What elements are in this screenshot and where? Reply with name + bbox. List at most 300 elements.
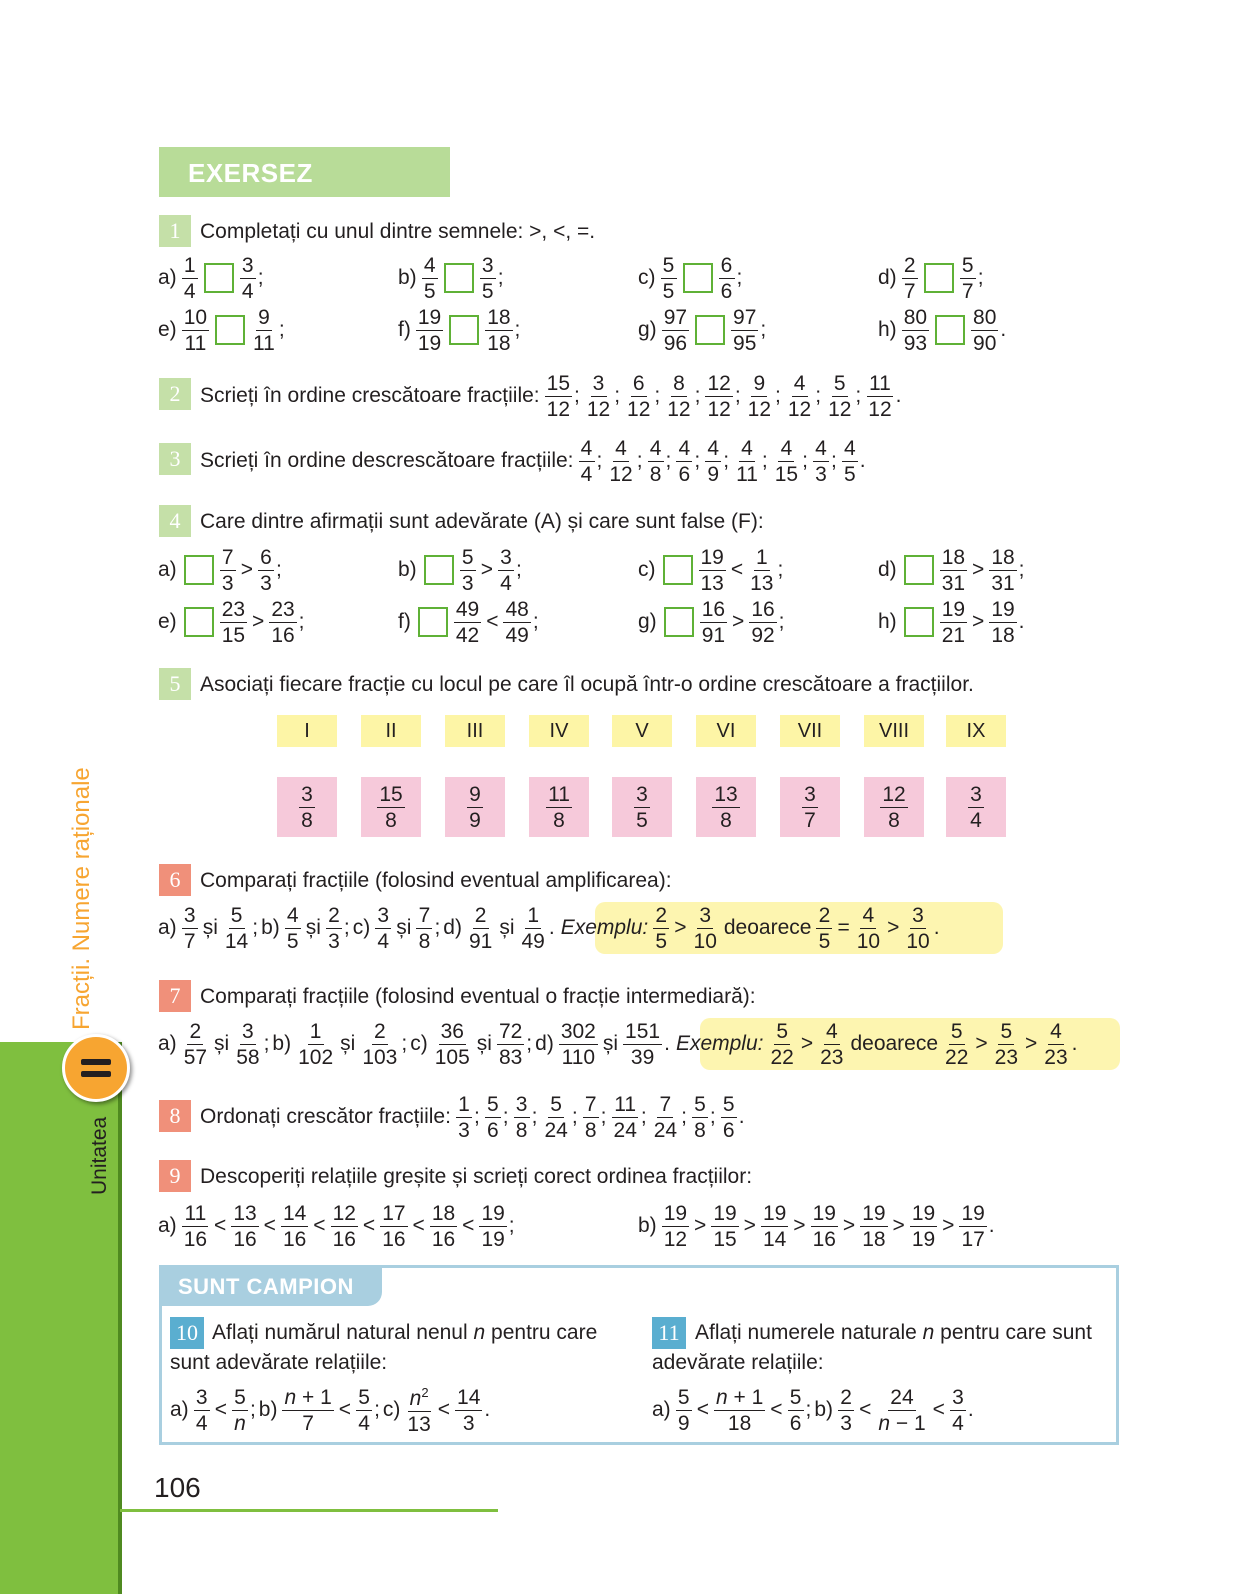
denominator: 23	[1044, 1045, 1068, 1069]
numerator: 3	[591, 373, 607, 397]
denominator: 6	[486, 1118, 499, 1142]
punctuation: ;	[374, 1398, 380, 1421]
fraction	[811, 1203, 838, 1250]
fraction	[220, 547, 236, 594]
answer-box[interactable]	[215, 315, 245, 345]
conjunction: și	[476, 1032, 492, 1055]
numerator: 4	[860, 905, 876, 929]
item-label: e)	[158, 318, 177, 341]
numerator: 4	[792, 373, 808, 397]
exercise-4-item	[398, 546, 525, 594]
denominator: 5	[481, 279, 494, 303]
fraction	[454, 599, 481, 646]
denominator: 15	[221, 623, 246, 647]
answer-box[interactable]	[924, 263, 954, 293]
punctuation: ;	[709, 1105, 716, 1128]
denominator: 6	[678, 462, 691, 486]
denominator: 5	[843, 462, 856, 486]
fraction	[326, 905, 342, 952]
numerator: 5	[788, 1387, 804, 1411]
denominator: 4	[358, 1411, 370, 1435]
item-label: d)	[535, 1032, 554, 1055]
exercise-number-10: 10	[170, 1317, 204, 1349]
numerator: 4	[613, 438, 629, 462]
answer-box[interactable]	[683, 263, 713, 293]
fraction	[503, 599, 530, 646]
denominator: 42	[455, 623, 480, 647]
punctuation: ;	[275, 558, 282, 581]
punctuation: .	[738, 1105, 745, 1128]
denominator: 93	[903, 331, 928, 355]
punctuation: ;	[694, 384, 701, 407]
conjunction: și	[499, 916, 515, 939]
fraction	[612, 1094, 639, 1141]
conjunction: și	[305, 916, 321, 939]
answer-box[interactable]	[204, 263, 234, 293]
exercise-4-item	[158, 546, 285, 594]
fraction	[648, 438, 664, 485]
fraction	[422, 255, 438, 302]
exercise-4-item	[878, 598, 1028, 646]
item-label: c)	[382, 1398, 401, 1421]
denominator: n − 1	[878, 1411, 926, 1435]
item-label: e)	[158, 610, 177, 633]
fraction	[761, 1203, 788, 1250]
numerator: 15	[379, 782, 403, 806]
punctuation: .	[548, 916, 555, 939]
denominator: 13	[700, 571, 724, 595]
numerator: 6	[719, 255, 735, 279]
numerator: 19	[862, 1201, 886, 1225]
denominator: 3	[260, 571, 272, 595]
denominator: 8	[515, 1118, 528, 1142]
fraction-tile	[864, 777, 924, 837]
numerator: 8	[671, 373, 687, 397]
denominator: 22	[945, 1045, 969, 1069]
numerator: 4	[422, 255, 438, 279]
numerator: 24	[890, 1385, 914, 1409]
denominator: 103	[362, 1045, 398, 1069]
denominator: 13	[750, 571, 774, 595]
numerator: 5	[485, 1094, 501, 1118]
fraction	[826, 373, 853, 420]
denominator: 4	[195, 1411, 208, 1435]
exercise-10-line2: sunt adevărate relațiile:	[170, 1351, 388, 1374]
fraction	[876, 1387, 927, 1434]
denominator: 11	[253, 331, 275, 355]
fraction	[721, 1094, 737, 1141]
numerator: 49	[455, 597, 480, 621]
fraction	[234, 1021, 261, 1068]
place-tile: IV	[529, 715, 589, 747]
numerator: 18	[431, 1201, 456, 1225]
numerator: 3	[194, 1387, 210, 1411]
fraction	[634, 784, 650, 831]
punctuation: ;	[977, 266, 984, 289]
fraction-tile	[529, 777, 589, 837]
exercise-11-line1	[695, 1321, 1092, 1345]
numerator: 3	[182, 905, 198, 929]
denominator: 4	[241, 279, 254, 303]
fraction	[623, 1021, 662, 1068]
numerator: 17	[382, 1201, 406, 1225]
fraction	[485, 307, 512, 354]
denominator: 16	[282, 1227, 307, 1251]
item-label: a)	[170, 1398, 189, 1421]
exercise-number-1: 1	[159, 215, 191, 247]
item-label: d)	[443, 916, 462, 939]
denominator: 19	[481, 1227, 505, 1251]
place-tile: VI	[696, 715, 756, 747]
comparison-sign: <	[412, 1214, 425, 1237]
denominator: 31	[991, 571, 1015, 595]
answer-box[interactable]	[663, 555, 693, 585]
answer-box[interactable]	[184, 607, 214, 637]
fraction	[705, 373, 732, 420]
fraction	[430, 1203, 457, 1250]
answer-box[interactable]	[695, 315, 725, 345]
denominator: 22	[770, 1045, 794, 1069]
numerator: 1	[456, 1094, 472, 1118]
punctuation: ;	[1018, 558, 1025, 581]
fraction	[768, 1021, 795, 1068]
fraction	[802, 784, 818, 831]
denominator: 10	[856, 929, 881, 953]
numerator: 2	[816, 905, 832, 929]
fraction	[223, 905, 250, 952]
denominator: 4	[952, 1411, 964, 1435]
numerator: 5	[721, 1094, 737, 1118]
fraction	[546, 784, 572, 831]
fraction	[232, 1387, 248, 1434]
numerator: 7	[220, 547, 236, 571]
denominator: 14	[762, 1227, 787, 1251]
exercise-11-line2: adevărate relațiile:	[652, 1351, 824, 1374]
punctuation: ;	[694, 449, 701, 472]
numerator: 4	[739, 438, 755, 462]
comparison-sign: <	[932, 1398, 945, 1421]
denominator: 11	[184, 331, 207, 355]
denominator: 16	[332, 1227, 356, 1251]
numerator: 13	[233, 1201, 257, 1225]
denominator: 3	[221, 571, 234, 595]
comparison-sign: <	[214, 1214, 227, 1237]
exercise-11-text2: pentru care sunt	[940, 1321, 1092, 1344]
numerator: 36	[440, 1019, 464, 1043]
denominator: 7	[804, 808, 816, 832]
denominator: 9	[677, 1411, 690, 1435]
fraction	[607, 438, 634, 485]
fraction	[405, 1386, 432, 1435]
denominator: 16	[183, 1227, 208, 1251]
answer-box[interactable]	[424, 555, 454, 585]
exercise-4-item	[158, 598, 308, 646]
denominator: 4	[970, 808, 982, 832]
denominator: 15	[713, 1227, 737, 1251]
numerator: 5	[548, 1094, 564, 1118]
fraction	[959, 1203, 986, 1250]
answer-box[interactable]	[184, 555, 214, 585]
fraction	[377, 784, 404, 831]
denominator: 6	[720, 279, 733, 303]
because-word: deoarece	[723, 916, 812, 939]
denominator: 58	[236, 1045, 260, 1069]
punctuation: ;	[252, 916, 259, 939]
numerator: 19	[911, 1201, 936, 1225]
exercise-10-line1	[212, 1321, 597, 1345]
fraction	[296, 1021, 335, 1068]
denominator: 7	[961, 279, 974, 303]
fraction	[182, 255, 198, 302]
numerator: 4	[824, 1021, 840, 1045]
numerator: n + 1	[715, 1385, 764, 1409]
exercise-2-fractions	[543, 373, 905, 420]
punctuation: ;	[515, 558, 522, 581]
exercise-9-text: Descoperiți relațiile greșite și scrieți corect ordinea fracțiilor:	[200, 1165, 753, 1188]
fraction	[902, 307, 929, 354]
fraction	[498, 547, 514, 594]
comparison-sign: <	[362, 1214, 376, 1237]
punctuation: .	[933, 916, 940, 939]
fraction	[331, 1203, 358, 1250]
comparison-sign: <	[263, 1214, 276, 1237]
numerator: 5	[832, 373, 848, 397]
denominator: 12	[627, 397, 651, 421]
denominator: 95	[733, 331, 757, 355]
exercise-11-text1: Aflați numerele naturale	[695, 1321, 917, 1344]
fraction	[662, 1203, 689, 1250]
numerator: 97	[733, 305, 757, 329]
numerator: 4	[676, 438, 692, 462]
numerator: 9	[256, 307, 272, 331]
item-label: a)	[158, 558, 177, 581]
punctuation: .	[664, 1032, 670, 1055]
denominator: 12	[868, 397, 892, 421]
fraction	[860, 1203, 887, 1250]
punctuation: ;	[532, 610, 539, 633]
denominator: 8	[553, 808, 565, 832]
numerator: 151	[625, 1019, 661, 1043]
denominator: 8	[301, 808, 313, 832]
denominator: 16	[812, 1227, 836, 1251]
numerator: 16	[751, 597, 775, 621]
place-tile: V	[612, 715, 672, 747]
fraction	[943, 1021, 970, 1068]
fraction	[652, 1094, 679, 1141]
denominator: 16	[233, 1227, 257, 1251]
numerator: 18	[941, 545, 966, 569]
punctuation: ;	[600, 1105, 607, 1128]
answer-box[interactable]	[904, 555, 934, 585]
numerator: 302	[560, 1019, 596, 1043]
denominator: 91	[701, 623, 726, 647]
fraction	[711, 1203, 738, 1250]
denominator: 4	[580, 462, 593, 486]
denominator: 102	[298, 1045, 334, 1069]
answer-box[interactable]	[664, 607, 694, 637]
numerator: 80	[973, 305, 997, 329]
fraction	[455, 1387, 482, 1434]
denominator: 12	[546, 397, 570, 421]
numerator: 10	[183, 305, 208, 329]
comparison-sign: >	[480, 558, 493, 581]
answer-box[interactable]	[449, 315, 479, 345]
numerator: 19	[663, 1201, 688, 1225]
denominator: 8	[385, 808, 397, 832]
exercise-1-item	[878, 306, 1009, 354]
fraction	[855, 905, 882, 952]
page-number: 106	[154, 1472, 201, 1503]
comparison-sign: <	[313, 1214, 326, 1237]
numerator: 4	[579, 438, 595, 462]
fraction	[904, 905, 931, 952]
fraction	[416, 307, 443, 354]
comparison-sign: >	[732, 610, 745, 633]
numerator: 5	[661, 255, 677, 279]
exercise-number-7: 7	[159, 980, 191, 1012]
fraction	[467, 905, 494, 952]
numerator: 18	[487, 305, 511, 329]
punctuation: ;	[778, 610, 785, 633]
fraction	[182, 905, 198, 952]
exercise-7-text: Comparați fracțiile (folosind eventual o fracție intermediară):	[200, 985, 756, 1008]
exercise-9b-row	[638, 1202, 998, 1250]
fraction	[989, 599, 1016, 646]
numerator: 19	[812, 1201, 836, 1225]
punctuation: ;	[777, 558, 784, 581]
fraction	[480, 255, 496, 302]
fraction	[719, 255, 735, 302]
numerator: 23	[271, 597, 295, 621]
fraction	[585, 373, 612, 420]
numerator: 3	[375, 905, 391, 929]
answer-box[interactable]	[444, 263, 474, 293]
answer-box[interactable]	[935, 315, 965, 345]
denominator: 18	[487, 331, 511, 355]
denominator: 18	[991, 623, 1015, 647]
denominator: 23	[820, 1045, 844, 1069]
comparison-sign: >	[972, 558, 985, 581]
fraction	[993, 1021, 1020, 1068]
denominator: 7	[302, 1411, 314, 1435]
answer-box[interactable]	[904, 607, 934, 637]
fraction	[258, 547, 274, 594]
comparison-sign: <	[462, 1214, 475, 1237]
fraction	[940, 599, 967, 646]
conjunction: și	[340, 1032, 356, 1055]
fraction	[380, 1203, 407, 1250]
place-tile: II	[361, 715, 421, 747]
exercise-number-3: 3	[159, 443, 191, 475]
denominator: 49	[521, 929, 545, 953]
denominator: 14	[224, 929, 249, 953]
fraction	[749, 599, 776, 646]
numerator: 3	[697, 905, 713, 929]
fraction	[748, 547, 775, 594]
fraction	[712, 784, 739, 831]
punctuation: ;	[654, 384, 661, 407]
denominator: 57	[183, 1045, 208, 1069]
unit-label: Unitatea	[88, 1116, 111, 1195]
fraction	[866, 373, 893, 420]
fraction-tile	[612, 777, 672, 837]
item-label: a)	[158, 266, 177, 289]
exercise-10-var: n	[473, 1321, 486, 1344]
numerator: 16	[701, 597, 726, 621]
fraction	[838, 1387, 854, 1434]
comparison-sign: >	[240, 558, 253, 581]
comparison-sign: <	[214, 1398, 227, 1421]
example-label: Exemplu:	[560, 916, 649, 939]
fraction-tile	[946, 777, 1006, 837]
punctuation: ;	[298, 610, 305, 633]
fraction	[545, 373, 572, 420]
exercise-4-item	[638, 598, 788, 646]
denominator: 8	[720, 808, 732, 832]
numerator: 23	[221, 597, 246, 621]
numerator: 5	[949, 1021, 965, 1045]
numerator: 7	[416, 905, 432, 929]
denominator: 7	[903, 279, 916, 303]
fraction	[818, 1021, 845, 1068]
numerator: 13	[714, 782, 738, 806]
fraction	[676, 438, 692, 485]
comparison-sign: <	[696, 1398, 709, 1421]
denominator: 92	[751, 623, 775, 647]
punctuation: .	[967, 1398, 974, 1421]
denominator: 19	[417, 331, 442, 355]
punctuation: ;	[723, 449, 730, 472]
punctuation: ;	[249, 1398, 256, 1421]
numerator: 5	[232, 1387, 248, 1411]
fraction-tile	[780, 777, 840, 837]
exercise-4-item	[398, 598, 542, 646]
fraction	[299, 784, 315, 831]
punctuation: ;	[802, 449, 808, 472]
exercise-9a-row	[158, 1202, 518, 1250]
fraction	[662, 307, 689, 354]
numerator: 12	[882, 782, 906, 806]
comparison-sign: >	[793, 1214, 806, 1237]
item-label: g)	[638, 610, 657, 633]
numerator: 2	[473, 905, 489, 929]
denominator: 11	[736, 462, 758, 486]
denominator: 10	[906, 929, 930, 953]
numerator: 80	[903, 305, 928, 329]
punctuation: ;	[401, 1032, 408, 1055]
fraction	[240, 255, 256, 302]
item-label: h)	[878, 318, 897, 341]
fraction	[360, 1021, 399, 1068]
exercise-10-text1: Aflați numărul natural nenul	[212, 1321, 468, 1344]
exercise-number-11: 11	[652, 1317, 686, 1349]
fraction	[285, 905, 301, 952]
fraction-tile	[696, 777, 756, 837]
numerator: 7	[657, 1094, 673, 1118]
answer-box[interactable]	[418, 607, 448, 637]
denominator: 83	[498, 1045, 523, 1069]
punctuation: ;	[665, 449, 672, 472]
exercise-number-8: 8	[159, 1100, 191, 1132]
item-label: f)	[398, 610, 411, 633]
fraction	[989, 547, 1016, 594]
denominator: 24	[613, 1118, 637, 1142]
fraction	[269, 599, 296, 646]
item-label: b)	[638, 1214, 657, 1237]
numerator: 3	[950, 1387, 966, 1411]
exercise-3-fractions	[577, 438, 869, 485]
fraction	[960, 255, 976, 302]
